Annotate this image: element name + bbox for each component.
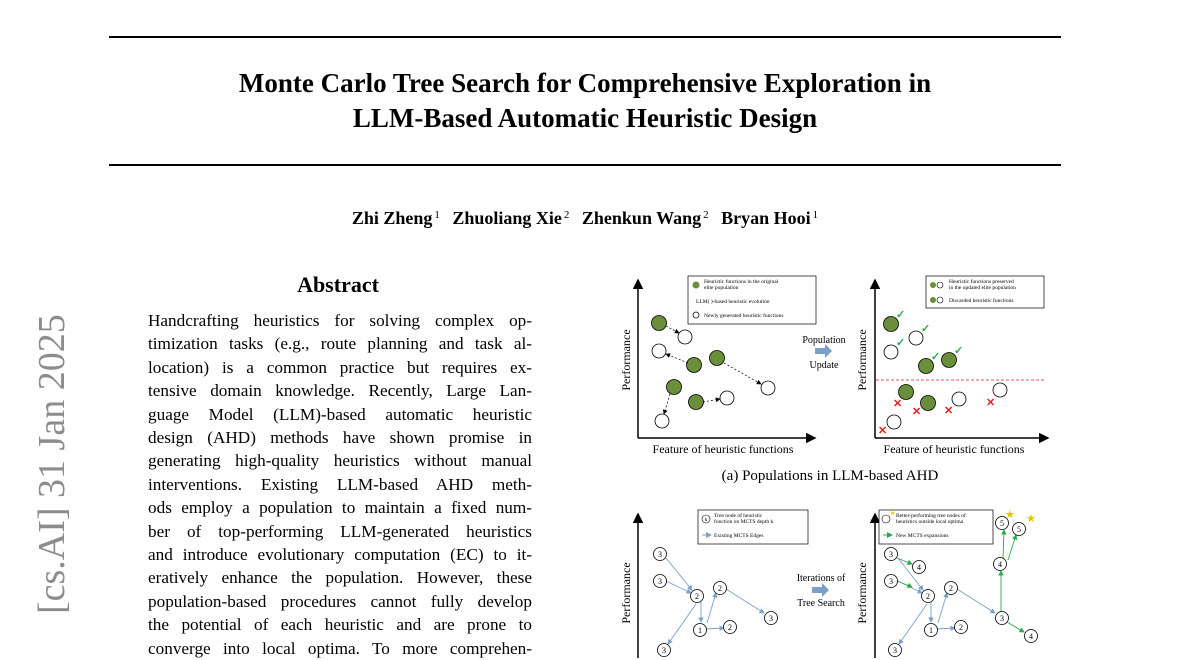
population-green-dot xyxy=(689,395,704,410)
svg-text:4: 4 xyxy=(917,563,921,572)
panel-b-right-plot xyxy=(855,509,1038,658)
star-icon: ★ xyxy=(890,511,896,517)
population-new-dot xyxy=(652,344,666,358)
title-line-1: Monte Carlo Tree Search for Comprehensive Exploration in xyxy=(238,68,932,98)
panel-a-left-plot xyxy=(619,276,816,456)
tree-node-icon xyxy=(882,515,890,523)
legend-text: Heuristic functions in the original xyxy=(704,279,779,285)
svg-text:1: 1 xyxy=(698,626,702,635)
legend-text: LLM( )-based heuristic evolution xyxy=(696,299,770,305)
right-arrow-icon xyxy=(812,583,829,597)
check-icon: ✓ xyxy=(931,351,941,363)
abstract-line: and introduce evolutionary computation (EC) to it- xyxy=(148,545,532,565)
svg-text:3: 3 xyxy=(889,550,893,559)
author: Bryan Hooi $^1$ xyxy=(721,208,819,228)
check-icon: ✓ xyxy=(896,309,906,321)
svg-text:2: 2 xyxy=(949,584,953,593)
abstract-line: interventions. Existing LLM-based AHD meth- xyxy=(148,474,532,494)
right-arrow-icon xyxy=(815,344,832,358)
legend-text: Discarded heuristic functions xyxy=(949,298,1014,304)
cross-icon: ✕ xyxy=(986,397,996,409)
population-new-dot xyxy=(678,330,692,344)
legend-text: in the updated elite population xyxy=(949,285,1016,291)
legend-white-dot-icon xyxy=(693,312,699,318)
arxiv-stamp: [cs.AI] 31 Jan 2025 xyxy=(31,314,73,614)
title-line-2: LLM-Based Automatic Heuristic Design xyxy=(352,103,818,133)
population-green-dot xyxy=(667,380,682,395)
arrow-label: Population xyxy=(802,335,846,346)
svg-text:4: 4 xyxy=(998,560,1002,569)
svg-text:3: 3 xyxy=(662,646,666,655)
abstract-line: guage Model (LLM)-based automatic heuristic xyxy=(148,404,532,424)
check-icon: ✓ xyxy=(954,345,964,357)
arrow-label: Tree Search xyxy=(797,598,845,609)
population-green-dot xyxy=(652,316,667,331)
abstract-line: ber of top-performing LLM-generated heuristics xyxy=(148,521,532,541)
x-axis-label: Feature of heuristic functions xyxy=(883,442,1025,456)
legend-b-left xyxy=(698,510,808,544)
legend-text: Existing MCTS Edges xyxy=(714,533,764,539)
abstract-body xyxy=(148,309,532,660)
star-icon: ★ xyxy=(1005,509,1015,521)
population-green-dot xyxy=(710,351,725,366)
svg-text:k: k xyxy=(704,517,708,523)
panel-a-right-plot xyxy=(855,276,1048,456)
legend-text: Heuristic functions preserved xyxy=(949,279,1014,285)
legend-text: New MCTS expansions xyxy=(896,533,949,539)
abstract-line: design (AHD) methods have shown promise in xyxy=(148,428,532,448)
check-icon: ✓ xyxy=(921,323,931,335)
figure-1 xyxy=(600,268,1060,655)
legend-green-dot-icon xyxy=(693,282,700,289)
author: Zhuoliang Xie $^2$ xyxy=(452,208,570,228)
svg-text:3: 3 xyxy=(658,577,662,586)
abstract-heading: Abstract xyxy=(297,272,379,297)
svg-text:4: 4 xyxy=(1029,632,1033,641)
svg-text:5: 5 xyxy=(1017,525,1021,534)
svg-text:3: 3 xyxy=(1000,614,1004,623)
cross-icon: ✕ xyxy=(878,425,888,437)
tree-search-arrow xyxy=(797,573,846,609)
population-new-dot xyxy=(655,414,669,428)
abstract-line: eratively enhance the population. However, these xyxy=(148,568,532,588)
legend-a-left xyxy=(688,276,816,324)
arrow-label: Iterations of xyxy=(796,573,846,584)
y-axis-label: Performance xyxy=(855,329,869,391)
svg-text:5: 5 xyxy=(1000,519,1004,528)
abstract-line: the potential of each heuristic and are prone to xyxy=(148,615,532,635)
svg-text:3: 3 xyxy=(893,646,897,655)
discarded-dot xyxy=(952,392,966,406)
arrow-label: Update xyxy=(809,360,839,371)
svg-text:3: 3 xyxy=(658,550,662,559)
svg-text:1: 1 xyxy=(929,626,933,635)
legend-text: function on MCTS depth k xyxy=(714,519,774,525)
discarded-dot xyxy=(993,383,1007,397)
abstract-line: tensive domain knowledge. Recently, Large Lan- xyxy=(148,381,532,401)
cross-icon: ✕ xyxy=(912,406,922,418)
abstract-line: converge into local optima. To more comprehen- xyxy=(148,638,532,658)
abstract-line: ods employ a population to maintain a fixed num- xyxy=(148,498,532,518)
check-icon: ✓ xyxy=(896,337,906,349)
paper-title xyxy=(109,66,1061,136)
check-marks xyxy=(896,309,963,363)
legend-text: Better-performing tree nodes of xyxy=(896,513,966,519)
figure-caption-a: (a) Populations in LLM-based AHD xyxy=(721,468,939,484)
author: Zhi Zheng $^1$ xyxy=(351,208,440,228)
discarded-dot xyxy=(921,396,936,411)
y-axis-label: Performance xyxy=(619,562,633,624)
legend-text: Newly generated heuristic functions xyxy=(704,313,784,319)
abstract-line: location) is a common practice but requires ex- xyxy=(148,357,532,377)
y-axis-label: Performance xyxy=(855,562,869,624)
top-rule xyxy=(109,36,1061,38)
bottom-rule xyxy=(109,164,1061,166)
legend-a-right xyxy=(926,276,1044,308)
x-axis-label: Feature of heuristic functions xyxy=(652,442,794,456)
population-green-dot xyxy=(687,358,702,373)
legend-text: Tree node of heuristic xyxy=(714,513,763,519)
abstract-line: timization tasks (e.g., route planning and task al- xyxy=(148,334,532,354)
y-axis-label: Performance xyxy=(619,329,633,391)
panel-b-left-plot xyxy=(619,510,808,658)
discarded-dot xyxy=(887,415,901,429)
cross-icon: ✕ xyxy=(944,405,954,417)
population-new-dot xyxy=(761,381,775,395)
abstract-line: generating high-quality heuristics without manual xyxy=(148,451,532,471)
svg-text:2: 2 xyxy=(728,623,732,632)
svg-text:3: 3 xyxy=(889,577,893,586)
population-new-dot xyxy=(720,391,734,405)
population-update-arrow xyxy=(802,335,845,371)
svg-text:2: 2 xyxy=(718,584,722,593)
legend-b-right xyxy=(879,510,993,544)
abstract-line: population-based procedures cannot fully develop xyxy=(148,591,532,611)
abstract-line: Handcrafting heuristics for solving complex op- xyxy=(148,311,532,330)
legend-text: heuristics outside local optima xyxy=(896,519,964,525)
svg-text:2: 2 xyxy=(695,592,699,601)
svg-text:2: 2 xyxy=(926,592,930,601)
author: Zhenkun Wang $^2$ xyxy=(581,208,709,228)
author-list xyxy=(109,208,1061,229)
svg-text:2: 2 xyxy=(959,623,963,632)
legend-text: elite population xyxy=(704,285,739,291)
svg-text:3: 3 xyxy=(769,614,773,623)
cross-icon: ✕ xyxy=(893,398,903,410)
star-icon: ★ xyxy=(1026,513,1036,525)
